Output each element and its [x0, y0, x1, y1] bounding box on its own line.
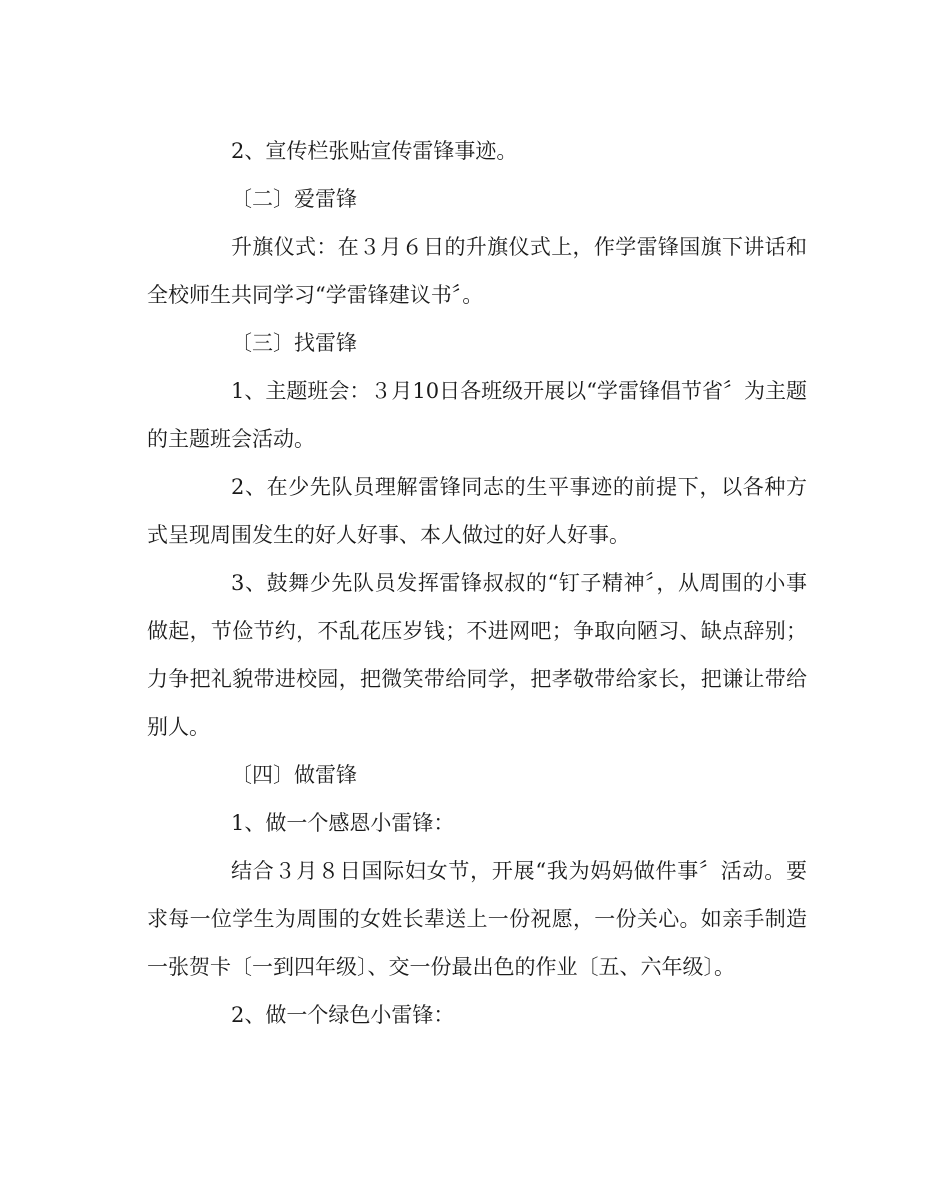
paragraph-nail-spirit: 3、鼓舞少先队员发挥雷锋叔叔的“钉子精神〞，从周围的小事做起，节俭节约，不乱花压岁钱；不进网吧；争取向陋习、缺点辞别；力争把礼貌带进校园，把微笑带给同学，把孝敬带给家长，把谦让带给别人。: [147, 571, 807, 739]
paragraph-good-deeds: 2、在少先队员理解雷锋同志的生平事迹的前提下，以各种方式呈现周围发生的好人好事、本人做过的好人好事。: [147, 475, 807, 547]
paragraph-publicity-board: 2、宣传栏张贴宣传雷锋事迹。: [231, 139, 518, 163]
section-heading-be-leifeng: 〔四〕做雷锋: [231, 763, 357, 787]
document-body: [147, 127, 807, 1039]
section-heading-love-leifeng: 〔二〕爱雷锋: [231, 187, 357, 211]
paragraph-flag-ceremony: 升旗仪式：在３月６日的升旗仪式上，作学雷锋国旗下讲话和全校师生共同学习“学雷锋建议书〞。: [147, 235, 807, 307]
paragraph-theme-class-meeting: 1、主题班会：３月10日各班级开展以“学雷锋倡节省〞为主题的主题班会活动。: [147, 379, 807, 451]
section-heading-find-leifeng: 〔三〕找雷锋: [231, 331, 357, 355]
paragraph-grateful-leifeng: 1、做一个感恩小雷锋：: [231, 811, 455, 835]
paragraph-womens-day: 结合３月８日国际妇女节，开展“我为妈妈做件事〞活动。要求每一位学生为周围的女姓长辈送上一份祝愿，一份关心。如亲手制造一张贺卡〔一到四年级〕、交一份最出色的作业〔五、六年级〕。: [147, 859, 807, 979]
paragraph-green-leifeng: 2、做一个绿色小雷锋：: [231, 1003, 455, 1027]
